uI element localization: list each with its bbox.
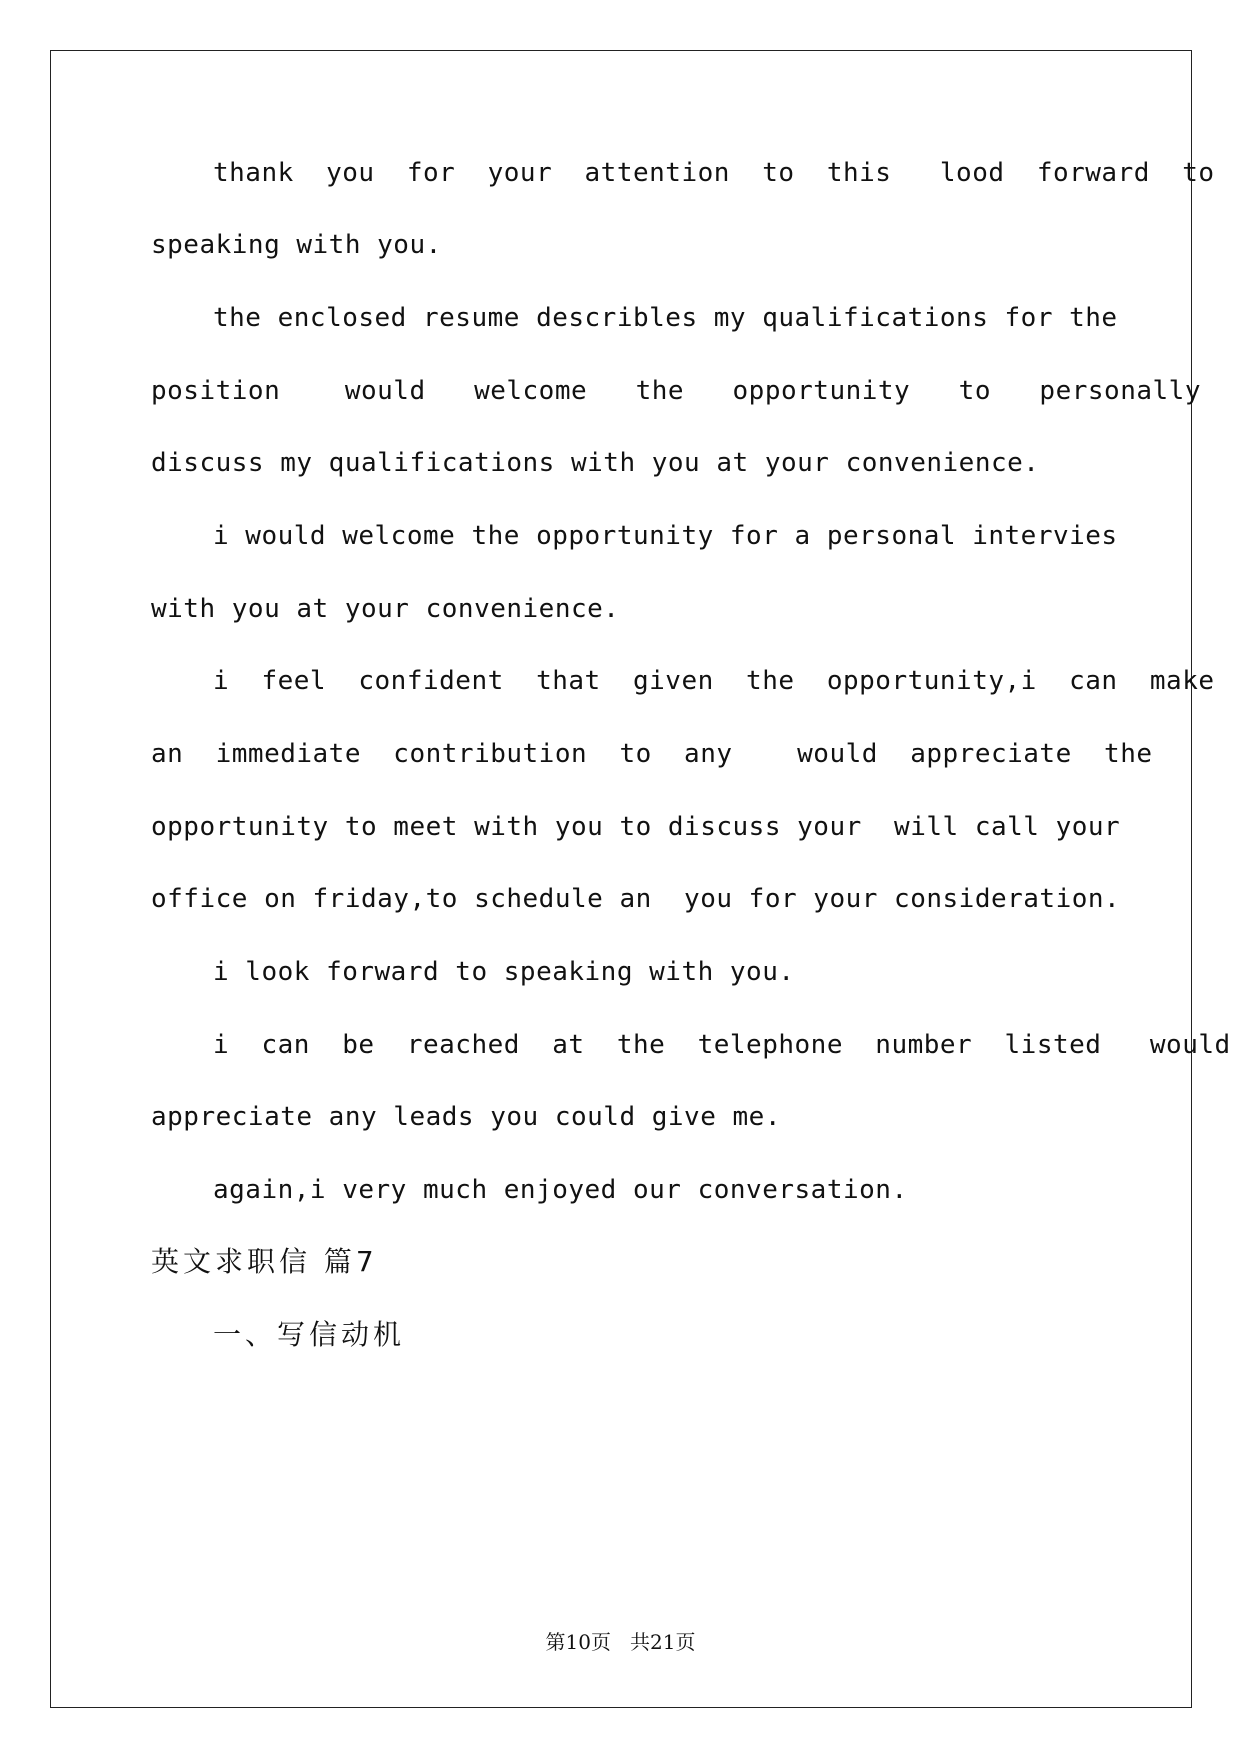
paragraph-line: an immediate contribution to any would appreciate the [151, 739, 1153, 769]
paragraph-line: again,i very much enjoyed our conversation. [213, 1175, 908, 1205]
paragraph-line: office on friday,to schedule an you for your consideration. [151, 884, 1121, 914]
paragraph-line: with you at your convenience. [151, 594, 620, 624]
sub-heading: 一、写信动机 [213, 1318, 406, 1351]
paragraph-line: opportunity to meet with you to discuss your will call your [151, 812, 1121, 842]
page-border [50, 50, 1231, 1708]
paragraph-line: i can be reached at the telephone number listed would [213, 1030, 1231, 1060]
paragraph-line: appreciate any leads you could give me. [151, 1102, 781, 1132]
paragraph-line: speaking with you. [151, 230, 442, 260]
page-number-footer: 第10页 共21页 [545, 1630, 696, 1654]
paragraph-line: position would welcome the opportunity to personally [151, 376, 1201, 406]
paragraph-line: i feel confident that given the opportunity,i can make [213, 666, 1215, 696]
section-heading: 英文求职信 篇7 [151, 1245, 378, 1278]
paragraph-line: the enclosed resume describles my qualifications for the [213, 303, 1118, 333]
paragraph-line: i would welcome the opportunity for a personal intervies [213, 521, 1118, 551]
paragraph-line: thank you for your attention to this lood forward to [213, 158, 1215, 188]
paragraph-line: discuss my qualifications with you at your convenience. [151, 448, 1040, 478]
paragraph-line: i look forward to speaking with you. [213, 957, 795, 987]
